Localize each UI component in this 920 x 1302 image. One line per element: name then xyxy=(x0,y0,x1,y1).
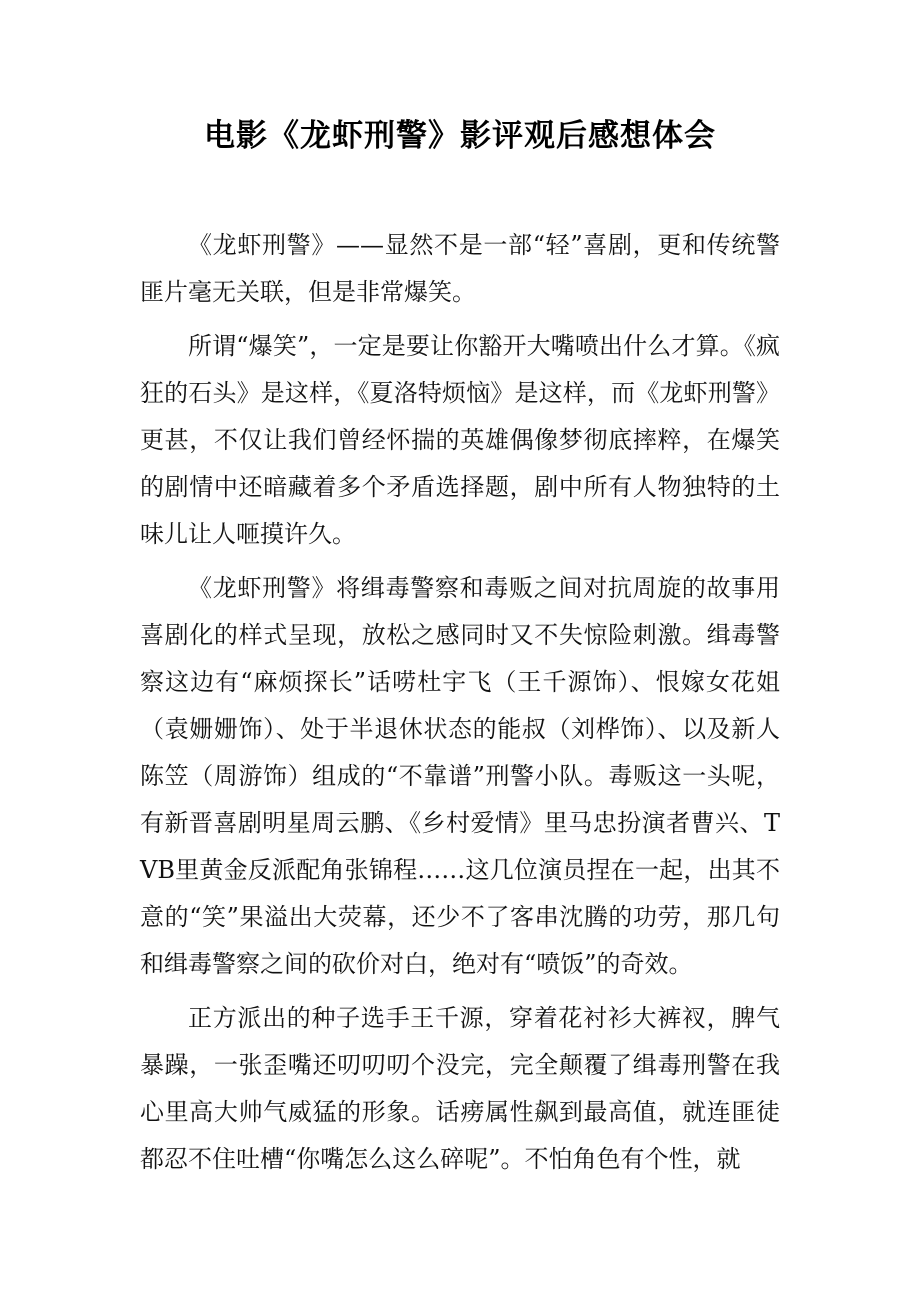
paragraph-3: 《龙虾刑警》将缉毒警察和毒贩之间对抗周旋的故事用喜剧化的样式呈现，放松之感同时又不失惊险刺激。缉毒警察这边有“麻烦探长”话唠杜宇飞（王千源饰）、恨嫁女花姐（袁姗姗饰）、处于半退休状态的能叔（刘桦饰）、以及新人陈笠（周游饰）组成的“不靠谱”刑警小队。毒贩这一头呢，有新晋喜剧明星周云鹏、《乡村爱情》里马忠扮演者曹兴、TVB里黄金反派配角张锦程……这几位演员捏在一起，出其不意的“笑”果溢出大荧幕，还少不了客串沈腾的功劳，那几句和缉毒警察之间的砍价对白，绝对有“喷饭”的奇效。 xyxy=(140,574,780,978)
paragraph-2: 所谓“爆笑”，一定是要让你豁开大嘴喷出什么才算。《疯狂的石头》是这样，《夏洛特烦恼》是这样，而《龙虾刑警》更甚，不仅让我们曾经怀揣的英雄偶像梦彻底摔粹，在爆笑的剧情中还暗藏着多个矛盾选择题，剧中所有人物独特的土味儿让人咂摸许久。 xyxy=(140,332,780,548)
paragraph-4: 正方派出的种子选手王千源，穿着花衬衫大裤衩，脾气暴躁，一张歪嘴还叨叨叨个没完，完全颠覆了缉毒刑警在我心里高大帅气威猛的形象。话痨属性飙到最高值，就连匪徒都忍不住吐槽“你嘴怎么这么碎呢”。不怕角色有个性，就 xyxy=(140,1004,780,1173)
document-body xyxy=(140,222,780,1190)
document-title: 电影《龙虾刑警》影评观后感想体会 xyxy=(204,118,716,154)
paragraph-1: 《龙虾刑警》——显然不是一部“轻”喜剧，更和传统警匪片毫无关联，但是非常爆笑。 xyxy=(140,231,780,306)
